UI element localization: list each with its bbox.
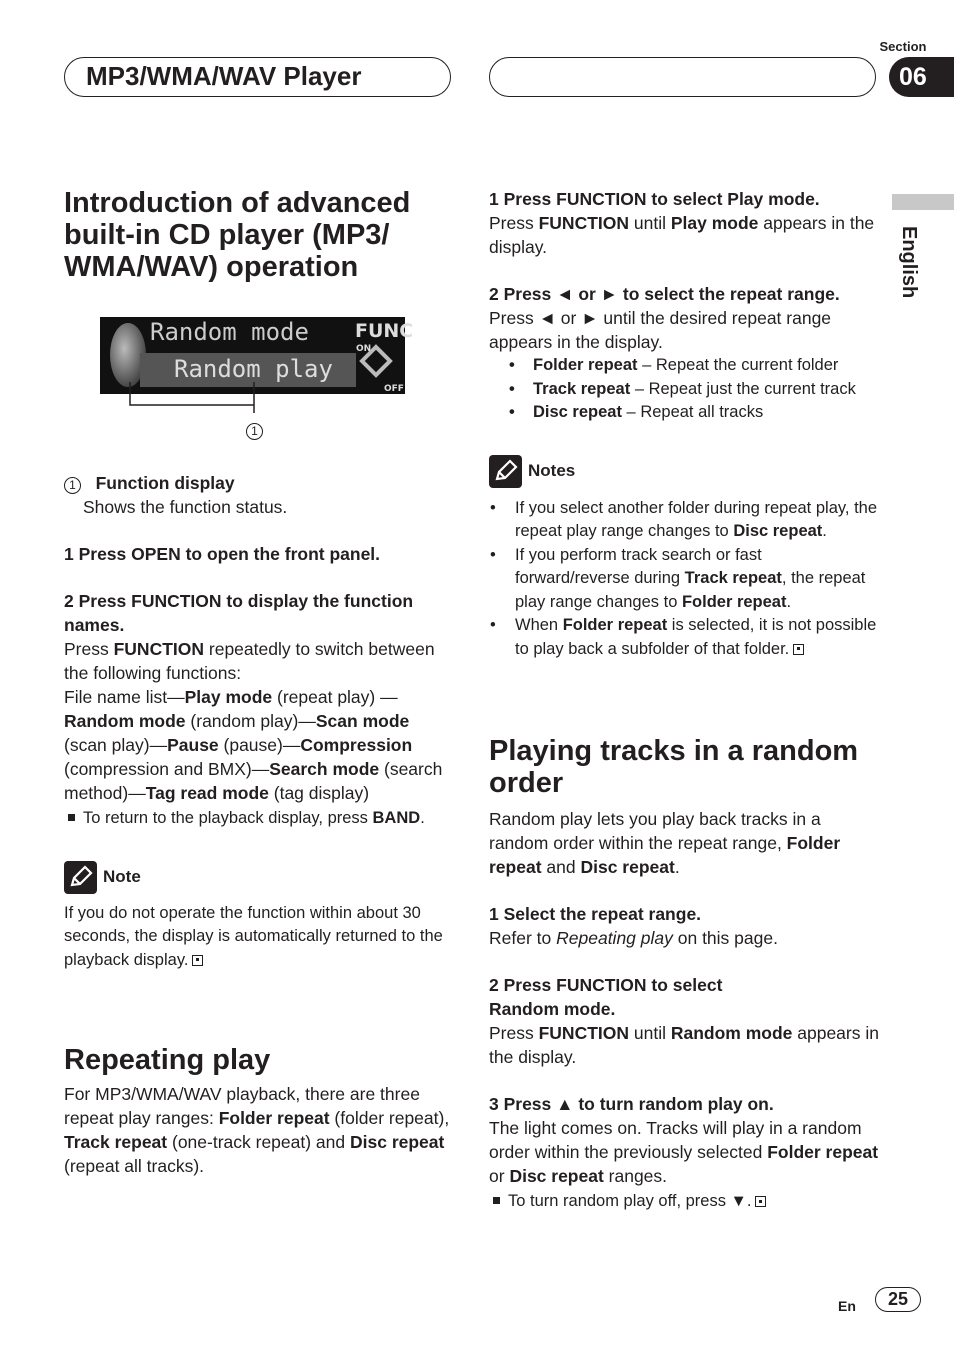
left-step-1: 1 Press OPEN to open the front panel. [64,544,381,564]
right-step-1: 1 Press FUNCTION to select Play mode. [489,189,820,209]
random-step-1: 1 Select the repeat range. [489,904,702,924]
pencil-icon [64,861,97,894]
header-right-pill [489,57,876,97]
language-tab-marker [892,194,954,210]
random-step-2: 2 Press FUNCTION to select Random mode. [489,975,723,1019]
section-label: Section [879,39,927,54]
end-mark-icon [192,955,203,966]
range-item-disc: • Disc repeat – Repeat all tracks [489,401,879,425]
display-off: OFF [384,384,404,394]
callout-number: 1 [246,423,263,440]
random-step-3-body: The light comes on. Tracks will play in a random order within the previously selected Folder repeat or Disc repeat ranges. [489,1118,879,1186]
notes-list [489,497,879,662]
left-step-2-body: Press FUNCTION repeatedly to switch between the following functions: [64,639,435,683]
note-item: • When Folder repeat is selected, it is not possible to play back a subfolder of that folder. [489,614,879,661]
left-column [64,187,454,283]
square-bullet-icon [493,1197,500,1204]
repeating-play-para: For MP3/WMA/WAV playback, there are three repeat play ranges: Folder repeat (folder repeat), Track repeat (one-track repeat) and Disc repeat (repeat all tracks). [64,1084,450,1176]
note-item: • If you perform track search or fast forward/reverse during Track repeat, the repeat play range changes to Folder repeat. [489,544,879,615]
legend-label: Function display [95,473,235,493]
right-step-2: 2 Press ◄ or ► to select the repeat range. [489,284,840,304]
callout-lines [120,380,270,420]
display-func: FUNC [355,320,414,342]
repeating-play-heading: Repeating play [64,1044,271,1076]
left-step-2: 2 Press FUNCTION to display the function names. [64,591,414,635]
display-line1: Random mode [150,318,309,346]
legend-desc: Shows the function status. [83,497,288,517]
random-play-para: Random play lets you play back tracks in a random order within the repeat range, Folder repeat and Disc repeat. [489,809,841,877]
note-text: If you do not operate the function within about 30 seconds, the display is automatically returned to the playback display. [64,903,443,969]
random-step-3: 3 Press ▲ to turn random play on. [489,1094,774,1114]
random-play-heading: Playing tracks in a random order [489,735,859,799]
random-off-instruction: To turn random play off, press ▼. [489,1190,879,1214]
notes-heading: Notes [489,455,879,488]
header-title: MP3/WMA/WAV Player [86,61,362,91]
square-bullet-icon [68,814,75,821]
right-step-2-body: Press ◄ or ► until the desired repeat range appears in the display. [489,308,832,352]
random-step-2-body: Press FUNCTION until Random mode appears in the display. [489,1023,879,1067]
repeat-range-list [489,354,879,425]
return-instruction: To return to the playback display, press BAND. [64,807,454,831]
end-mark-icon [793,644,804,655]
random-step-1-body: Refer to Repeating play on this page. [489,928,778,948]
note-item: • If you select another folder during repeat play, the repeat play range changes to Disc repeat. [489,497,879,544]
display-line2: Random play [174,355,333,383]
range-item-folder: • Folder repeat – Repeat the current folder [489,354,879,378]
section-number: 06 [889,57,954,97]
legend-number: 1 [64,477,81,494]
display-on: ON [356,344,372,354]
right-step-1-body: Press FUNCTION until Play mode appears in the display. [489,213,875,257]
note-heading: Note [64,861,454,894]
end-mark-icon [755,1196,766,1207]
range-item-track: • Track repeat – Repeat just the current track [489,378,879,402]
intro-heading: Introduction of advanced built-in CD player (MP3/ WMA/WAV) operation [64,187,411,283]
legend-item [64,471,454,495]
function-list: File name list—Play mode (repeat play) —Random mode (random play)—Scan mode (scan play)—Pause (pause)—Compression (compression and BMX)—Search mode (search method)—Tag read mode (tag display) [64,687,443,803]
language-tab-label: English [898,226,920,299]
pencil-icon [489,455,522,488]
left-column-body [64,471,454,1178]
page-number: 25 [875,1287,921,1312]
footer-lang: En [838,1298,856,1314]
right-column [489,187,879,1214]
